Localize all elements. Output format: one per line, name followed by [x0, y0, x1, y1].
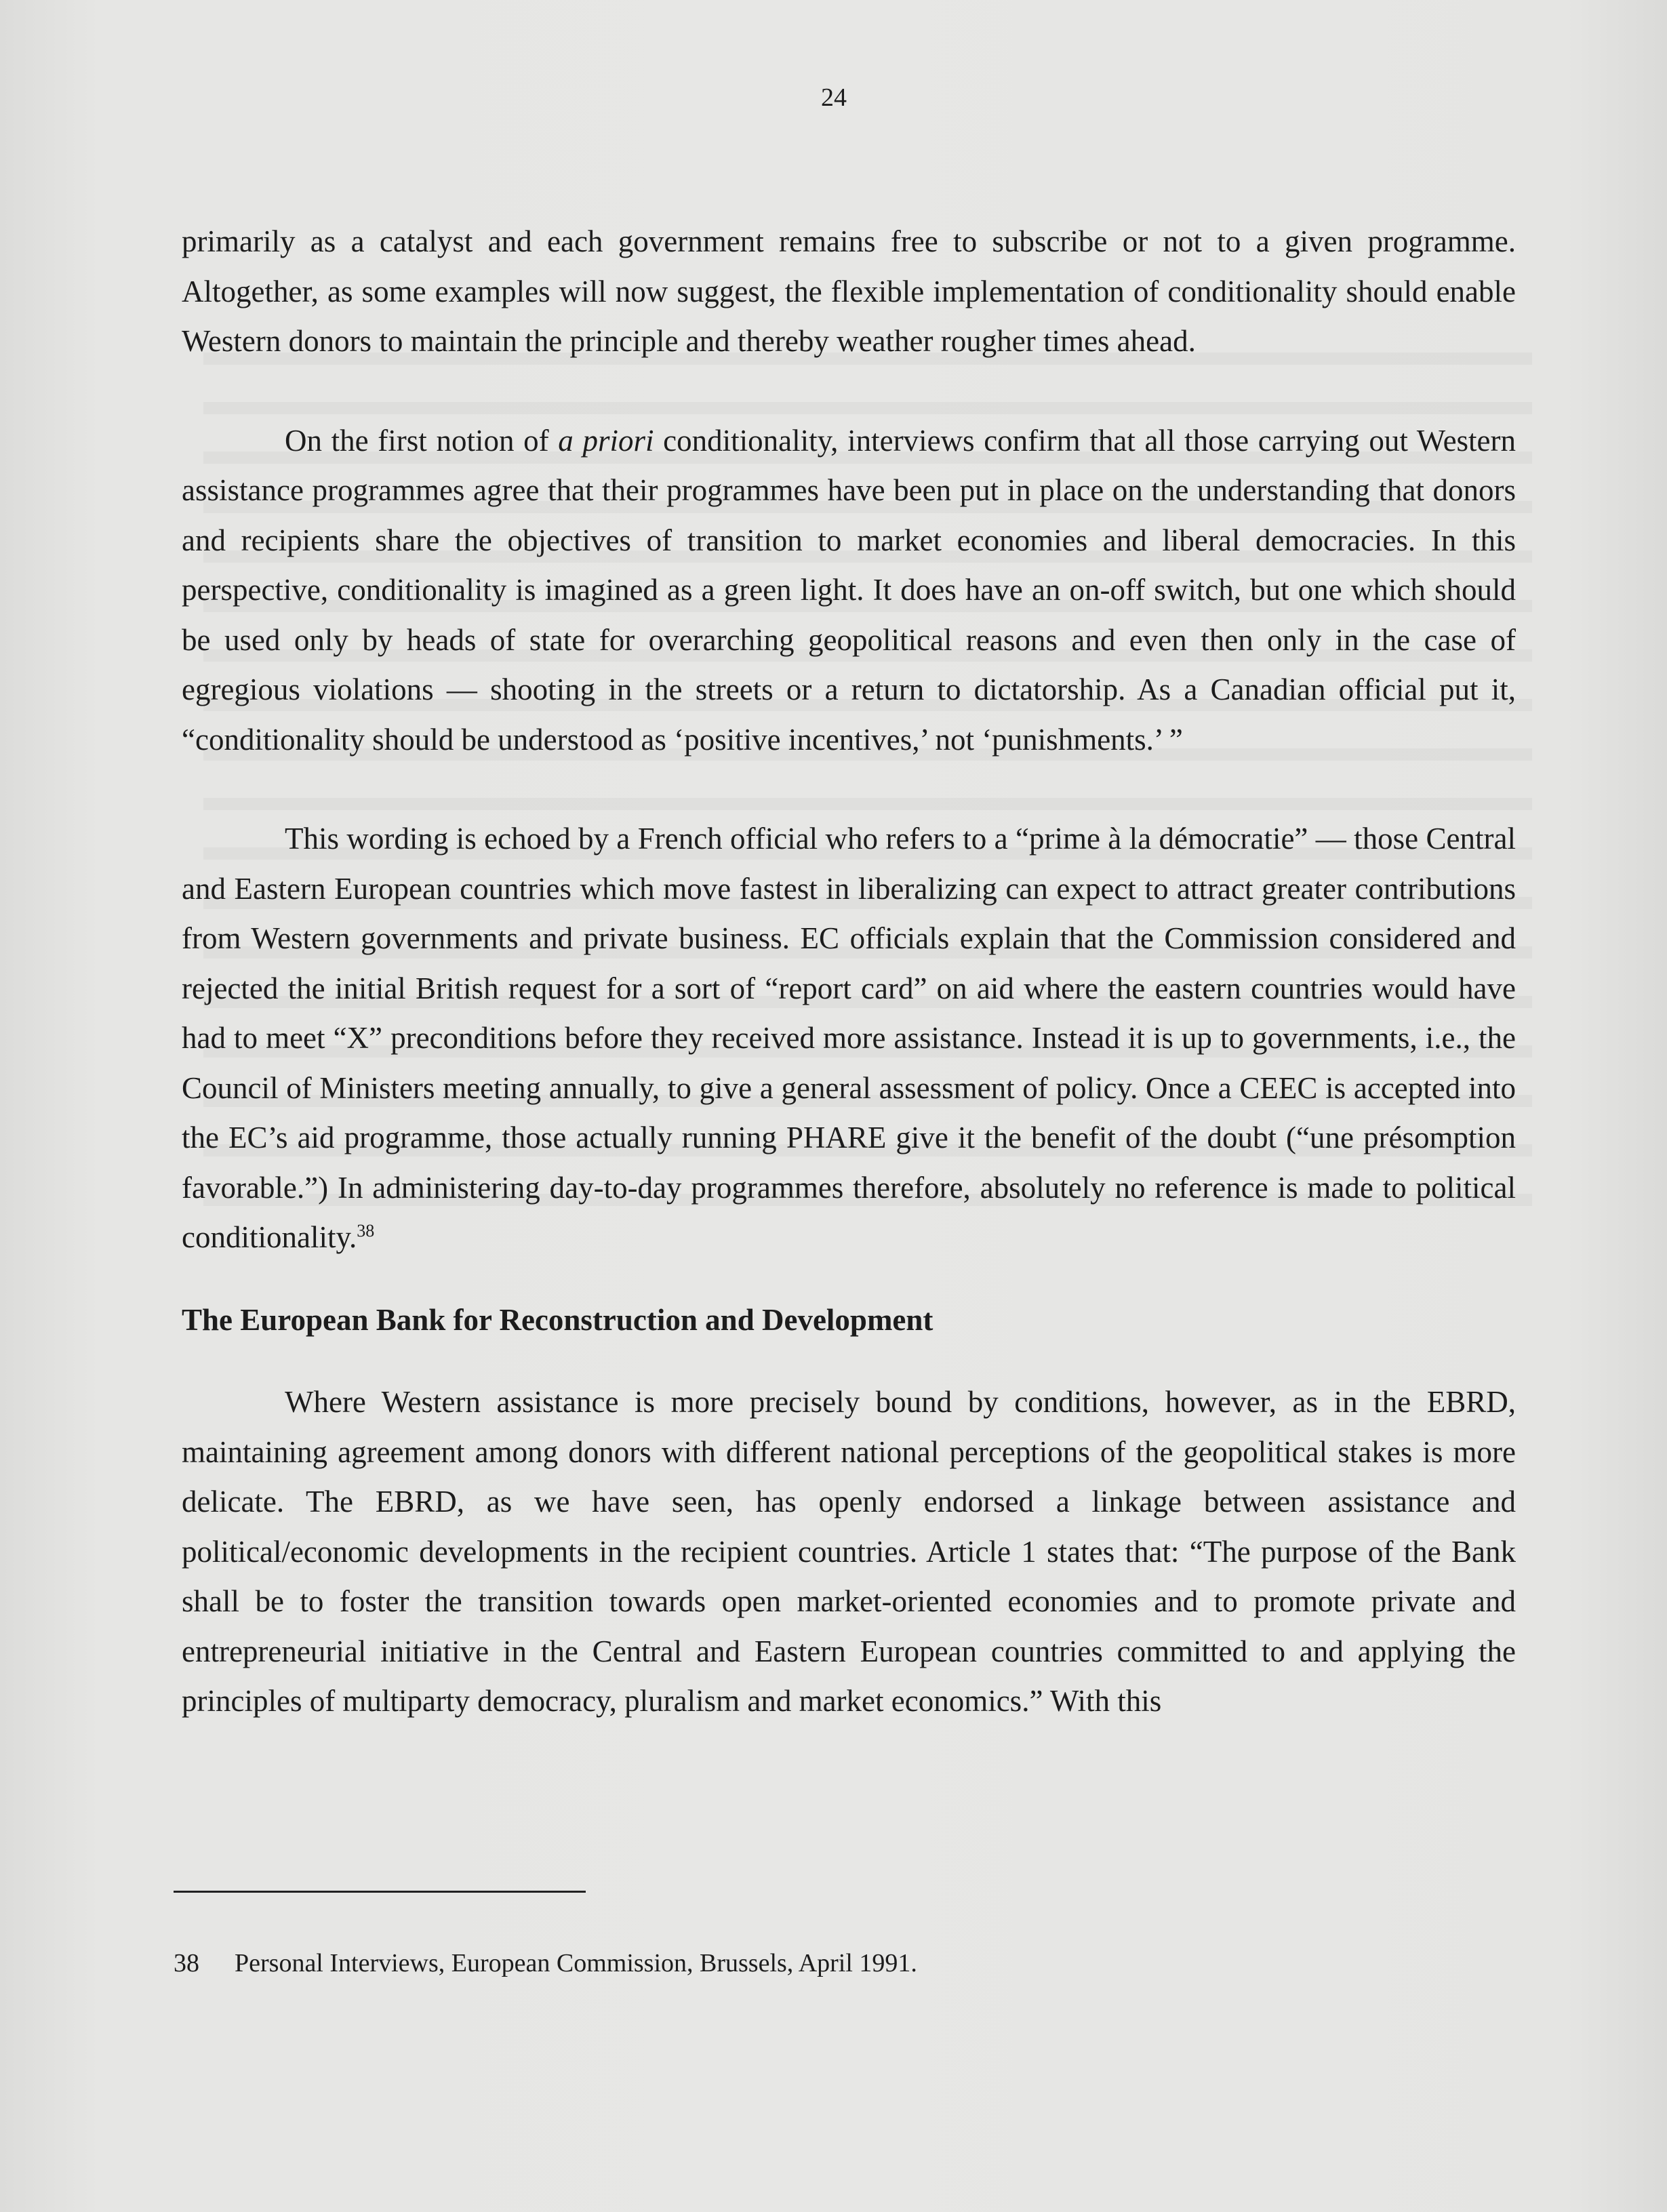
- footnote-divider: [174, 1891, 586, 1893]
- paragraph-3: [182, 814, 1516, 1263]
- paragraph-2: [182, 416, 1516, 765]
- paragraph-2-italic-term: a priori: [558, 423, 654, 458]
- paragraph-2-rest: conditionality, interviews confirm that all those carrying out Western assistance programmes agree that their programmes have been put in place on the understanding that donors and recipients share the objectives of transition to market economies and liberal democracies. In this perspective, conditionality is imagined as a green light. It does have an on-off switch, but one which should be used only by heads of state for overarching geopolitical reasons and even then only in the case of egregious violations — shooting in the streets or a return to dictatorship. As a Canadian official put it, “conditionality should be understood as ‘positive incentives,’ not ‘punishments.’ ”: [182, 423, 1517, 757]
- footnote-reference: 38: [357, 1221, 375, 1241]
- footnote: [174, 1946, 1462, 1981]
- paragraph-1: primarily as a catalyst and each government remains free to subscribe or not to a given programme. Altogether, as some examples will now suggest, the flexible implementation of conditionality should enable Western donors to maintain the principle and thereby weather rougher times ahead.: [182, 224, 1516, 358]
- paragraph-3-text: This wording is echoed by a French official who refers to a “prime à la démocratie” — those Central and Eastern European countries which move fastest in liberalizing can expect to attract greater contributions from Western governments and private business. EC officials explain that the Commission considered and rejected the initial British request for a sort of “report card” on aid where the eastern countries would have had to meet “X” preconditions before they received more assistance. Instead it is up to governments, i.e., the Council of Ministers meeting annually, to give a general assessment of policy. Once a CEEC is accepted into the EC’s aid programme, those actually running PHARE give it the benefit of the doubt (“une présomption favorable.”) In administering day-to-day programmes therefore, absolutely no reference is made to political conditionality.: [182, 822, 1516, 1254]
- body-text: [182, 217, 1516, 1727]
- footnote-number: 38: [174, 1949, 199, 1977]
- page-number: 24: [821, 83, 847, 112]
- footnote-text: Personal Interviews, European Commission, Brussels, April 1991.: [235, 1949, 917, 1977]
- section-heading: The European Bank for Reconstruction and Development: [182, 1302, 933, 1337]
- paragraph-4: Where Western assistance is more precisely bound by conditions, however, as in the EBRD, maintaining agreement among donors with different national perceptions of the geopolitical stakes is more delicate. The EBRD, as we have seen, has openly endorsed a linkage between assistance and political/economic developments in the recipient countries. Article 1 states that: “The purpose of the Bank shall be to foster the transition towards open market-oriented economies and to promote private and entrepreneurial initiative in the Central and Eastern European countries committed to and applying the principles of multiparty democracy, pluralism and market economics.” With this: [182, 1385, 1516, 1718]
- paragraph-2-lead: On the first notion of: [285, 423, 559, 458]
